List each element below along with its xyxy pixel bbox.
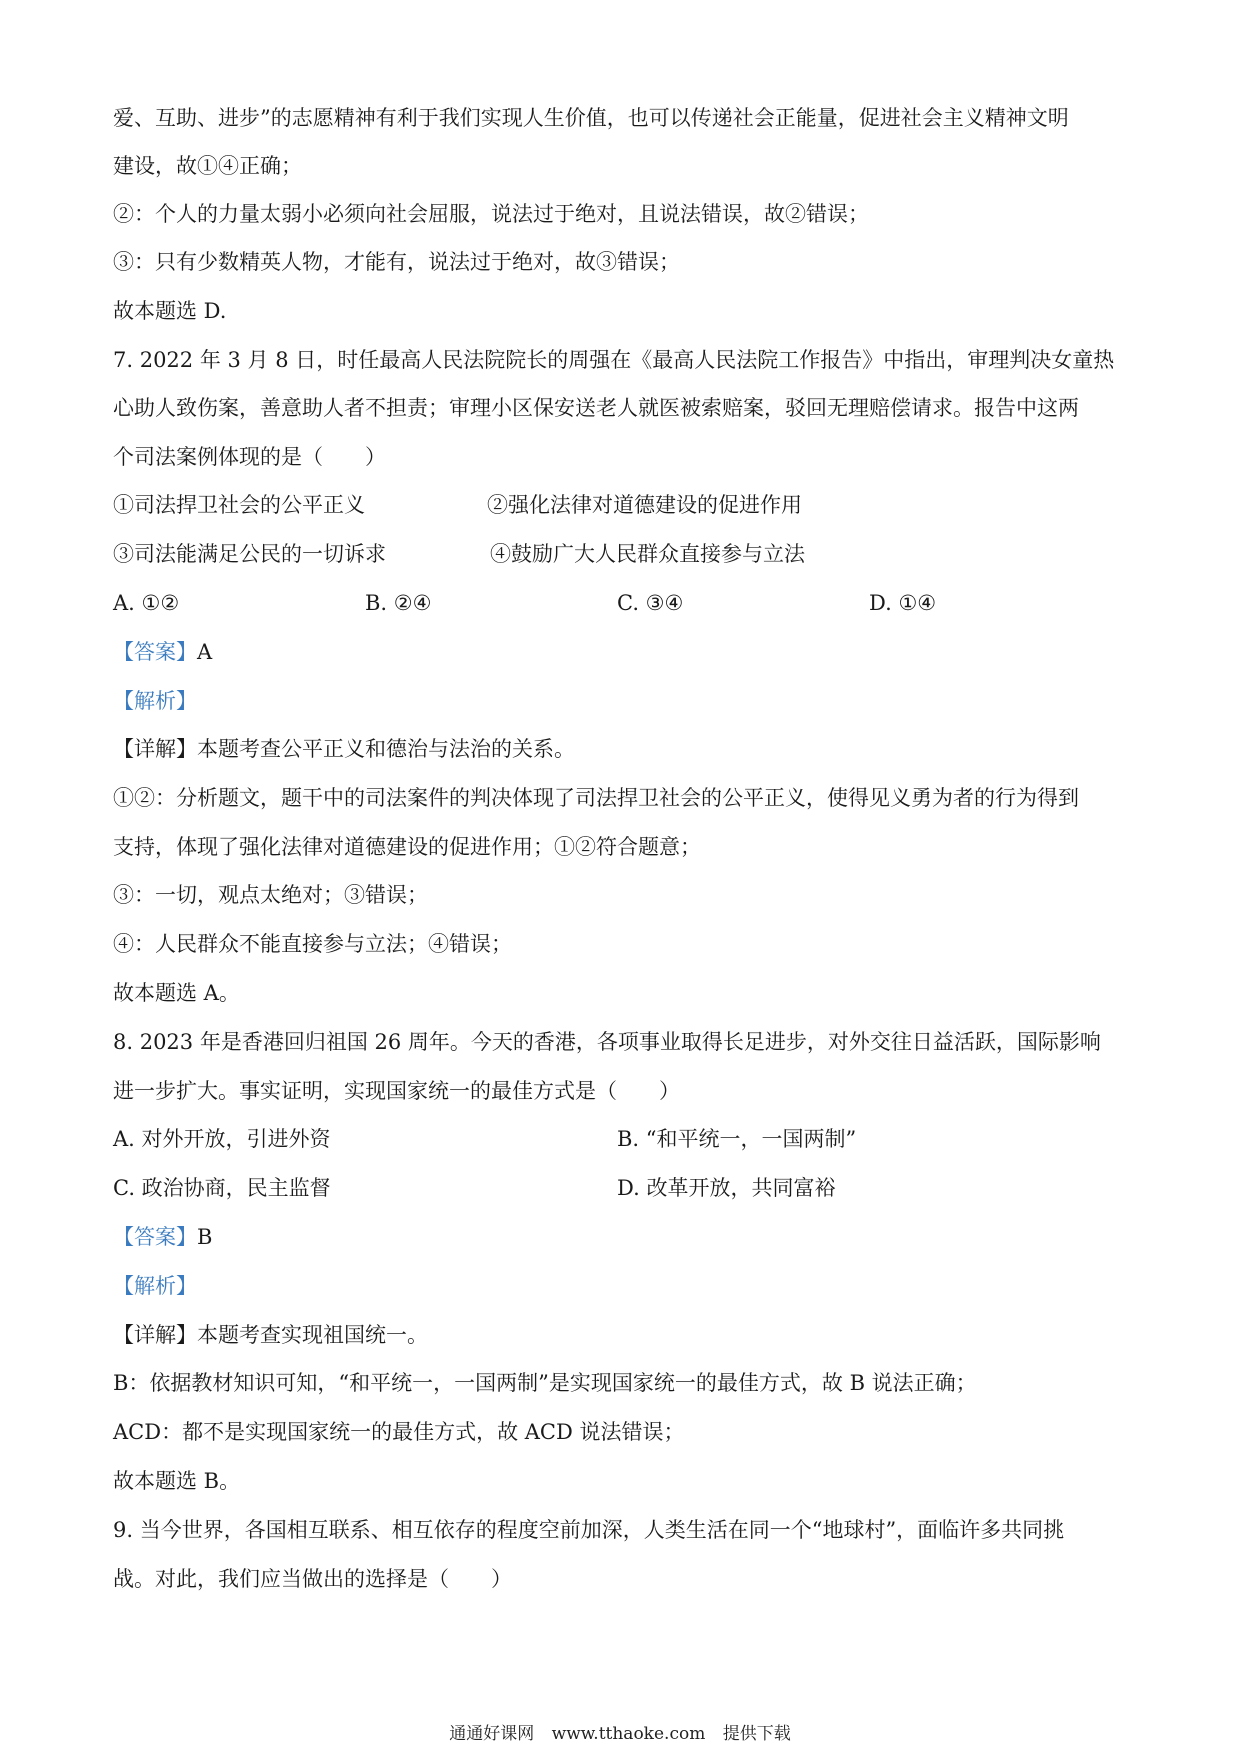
q8-stem-line-2: 进一步扩大。事实证明，实现国家统一的最佳方式是（ ） — [113, 1079, 680, 1103]
page-footer — [0, 1722, 1240, 1746]
q8-explanation-line-2: ACD：都不是实现国家统一的最佳方式，故 ACD 说法错误； — [113, 1420, 685, 1444]
prev-explanation-line-1: 爱、互助、进步”的志愿精神有利于我们实现人生价值，也可以传递社会正能量，促进社会主义精神文明 — [113, 106, 1069, 130]
q7-option-a: A. ①② — [113, 591, 180, 615]
answer-value: A — [197, 640, 213, 664]
q8-analysis-tag: 【解析】 — [113, 1274, 197, 1298]
q7-item-3: ③司法能满足公民的一切诉求 — [113, 542, 386, 566]
q7-conclusion: 故本题选 A。 — [113, 981, 240, 1005]
q8-option-d: D. 改革开放，共同富裕 — [617, 1176, 836, 1200]
q7-answer — [113, 637, 212, 667]
q7-explanation-line-2: 支持，体现了强化法律对道德建设的促进作用；①②符合题意； — [113, 835, 701, 859]
answer-tag: 【答案】 — [113, 1225, 197, 1249]
q9-stem-line-1: 9. 当今世界，各国相互联系、相互依存的程度空前加深，人类生活在同一个“地球村”，面临许多共同挑 — [113, 1518, 1065, 1542]
prev-explanation-line-4: ③：只有少数精英人物，才能有，说法过于绝对，故③错误； — [113, 250, 680, 274]
q8-stem-line-1: 8. 2023 年是香港回归祖国 26 周年。今天的香港，各项事业取得长足进步，对外交往日益活跃，国际影响 — [113, 1030, 1101, 1054]
footer-site-name: 通通好课网 — [449, 1724, 535, 1744]
q7-analysis-tag: 【解析】 — [113, 689, 197, 713]
prev-explanation-line-3: ②：个人的力量太弱小必须向社会屈服，说法过于绝对，且说法错误，故②错误； — [113, 202, 869, 226]
q7-item-4: ④鼓励广大人民群众直接参与立法 — [490, 542, 805, 566]
q8-explanation-line-1: B：依据教材知识可知，“和平统一，一国两制”是实现国家统一的最佳方式，故 B 说法正确； — [113, 1371, 977, 1395]
q7-item-1: ①司法捍卫社会的公平正义 — [113, 493, 365, 517]
footer-action: 提供下载 — [722, 1724, 791, 1744]
footer-url[interactable]: www.tthaoke.com — [551, 1724, 706, 1744]
answer-value: B — [197, 1225, 213, 1249]
q7-option-b: B. ②④ — [365, 591, 432, 615]
prev-explanation-line-2: 建设，故①④正确； — [113, 154, 302, 178]
q8-option-a: A. 对外开放，引进外资 — [113, 1127, 331, 1151]
q7-stem-line-1: 7. 2022 年 3 月 8 日，时任最高人民法院院长的周强在《最高人民法院工作报告》中指出，审理判决女童热 — [113, 348, 1115, 372]
q9-stem-line-2: 战。对此，我们应当做出的选择是（ ） — [113, 1567, 512, 1591]
q8-option-b: B. “和平统一，一国两制” — [617, 1127, 857, 1151]
q7-option-d: D. ①④ — [869, 591, 937, 615]
q7-detail: 【详解】本题考查公平正义和德治与法治的关系。 — [113, 737, 575, 761]
q7-stem-line-3: 个司法案例体现的是（ ） — [113, 445, 386, 469]
q7-explanation-line-3: ③：一切，观点太绝对；③错误； — [113, 883, 428, 907]
q8-option-c: C. 政治协商，民主监督 — [113, 1176, 331, 1200]
q8-conclusion: 故本题选 B。 — [113, 1469, 241, 1493]
q8-detail: 【详解】本题考查实现祖国统一。 — [113, 1323, 428, 1347]
prev-conclusion: 故本题选 D. — [113, 299, 227, 323]
q7-stem-line-2: 心助人致伤案，善意助人者不担责；审理小区保安送老人就医被索赔案，驳回无理赔偿请求。报告中这两 — [113, 396, 1079, 420]
q8-answer — [113, 1222, 212, 1252]
q7-explanation-line-4: ④：人民群众不能直接参与立法；④错误； — [113, 932, 512, 956]
q7-item-2: ②强化法律对道德建设的促进作用 — [487, 493, 802, 517]
q7-explanation-line-1: ①②：分析题文，题干中的司法案件的判决体现了司法捍卫社会的公平正义，使得见义勇为者的行为得到 — [113, 786, 1079, 810]
answer-tag: 【答案】 — [113, 640, 197, 664]
q7-option-c: C. ③④ — [617, 591, 684, 615]
